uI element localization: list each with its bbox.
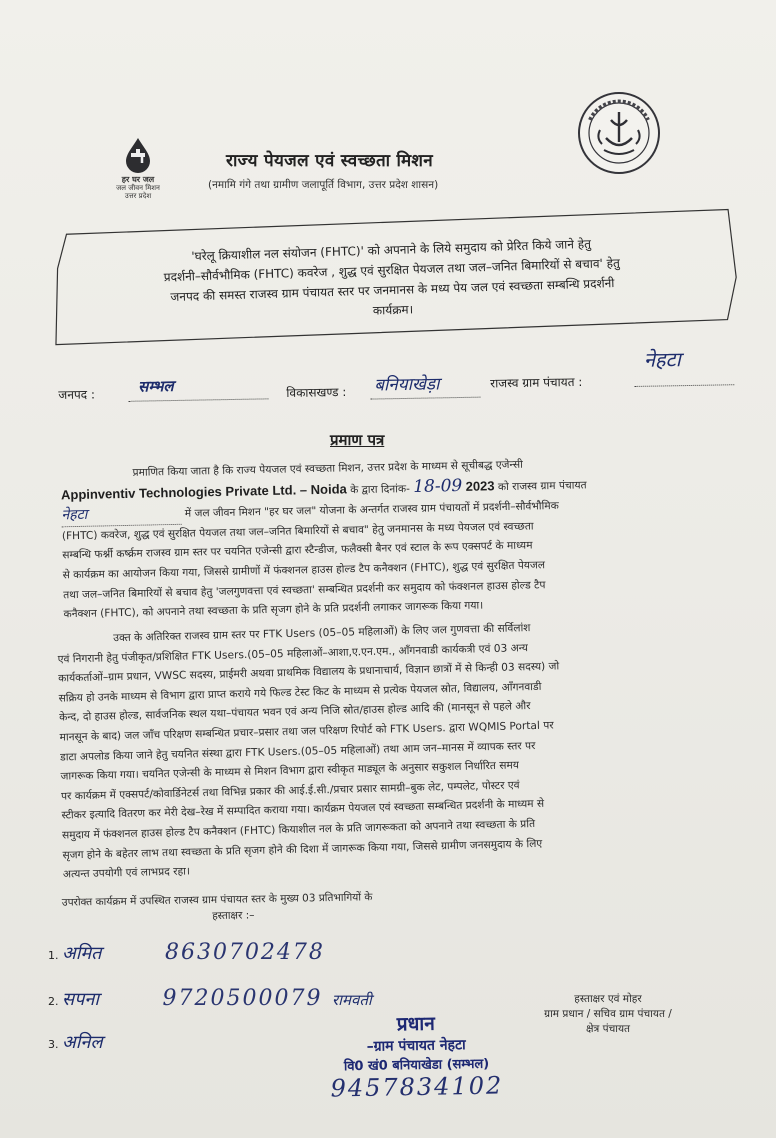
pradhan-signature-block xyxy=(508,992,708,1037)
p1-line6: से कार्यक्रम का आयोजन किया गया, जिससे ग्रामीणों में फंक्शनल हाउस होल्ड टैप कनैक्शन (FHTC), शुद्ध एवं सुरक्षित पेयजल xyxy=(62,559,546,582)
program-date: 18-09 xyxy=(413,475,463,497)
p2-line9: पर कार्यक्रम में एक्सपर्ट/कोवार्डिनेटर्स तथा विभिन्न प्रकार की आई.ई.सी./प्रचार प्रसार सामग्री–बुक लेट, पम्पलेट, पोस्टर एवं xyxy=(60,779,520,803)
panchayat-line xyxy=(634,372,734,387)
block-label: विकासखण्ड : xyxy=(286,384,347,401)
logo-line1: हर घर जल xyxy=(121,175,155,184)
p2-line2: एवं निगरानी हेतु पंजीकृत/प्रशिक्षित FTK Users.(05–05 महिलाओं–आशा,ए.एन.एम., आँगनवाडी कार्यकत्री एवं 03 अन्य xyxy=(57,641,529,666)
p2-line8: जागरूक किया गया। चयनित एजेन्सी के माध्यम से मिशन विभाग द्वारा स्वीकृत माड्यूल के अनुसार सकुशल निर्धारित समय xyxy=(60,759,520,783)
logo-line3: उत्तर प्रदेश xyxy=(124,192,152,200)
intro-line1: उपरोक्त कार्यक्रम में उपस्थित राजस्व ग्राम पंचायत स्तर के मुख्य 03 प्रतिभागियों के xyxy=(61,891,373,909)
p1-line5: सम्बन्धि फर्श्नी कर्ष्क्रम राजस्व ग्राम स्तर पर चयनित एजेन्सी द्वारा स्टैन्डीज, फलैक्सी बैनर एवं स्टाल के रूप एक्सपर्ट के माध्यम xyxy=(62,539,533,562)
district-value: सम्भल xyxy=(138,377,174,396)
p2-line1: उक्त के अतिरिक्त राजस्व ग्राम स्तर पर FTK Users (05–05 महिलाओं) के लिए जल गुणवत्ता की सर्विलांश xyxy=(113,622,531,645)
page-subtitle: (नमामि गंगे तथा ग्रामीण जलापूर्ति विभाग, उत्तर प्रदेश शासन) xyxy=(208,179,439,191)
p2-line4: सक्रिय हो उनके माध्यम से विभाग द्वारा प्राप्त कराये गये फिल्ड टेस्ट किट के माध्यम से प्रत्येक पेयजल स्रोत, विद्यालय, आँगनवाडी xyxy=(58,680,542,705)
p1-line8: कनैक्शन (FHTC), को अपनाने तथा स्वच्छता के प्रति सृजग होने के प्रति प्रदर्शनी लगाकर जागरूक किया गया। xyxy=(63,599,484,621)
panchayat-name-hw: नेहटा xyxy=(61,504,181,527)
p1-line1: प्रमाणित किया जाता है कि राज्य पेयजल एवं स्वच्छता मिशन, उत्तर प्रदेश के माध्यम से सूचीबद्ध एजेन्सी xyxy=(132,458,523,479)
p2-line6: मानसून के बाद) जल जाँच परिक्षण सम्बन्धित प्रचार–प्रसार तथा जल परिक्षण रिपोर्ट को FTK Users. द्वारा WQMIS Portal पर xyxy=(59,719,554,744)
p2-line12: सृजग होने के बहेतर लाभ तथा स्वच्छता के प्रति सृजग होने की दिशा में जागरूक किया गया, जिससे ग्रामीण जनसमुदाय के लिए xyxy=(62,837,543,862)
certificate-heading: प्रमाण पत्र xyxy=(330,431,385,449)
participant-phone: 9720500079 xyxy=(162,986,323,1011)
stamp-phone: 9457834102 xyxy=(330,1071,504,1103)
p2-line7: डाटा अपलोड किया जाने हेतु चयनित संस्था द्वारा FTK Users.(05–05 महिलाओं) तथा आम जन–मानस में व्यापक स्तर पर xyxy=(59,739,536,764)
p1-line3: नेहटा में जल जीवन मिशन "हर घर जल" योजना के अन्तर्गत राजस्व ग्राम पंचायतों में प्रदर्शनी–सौर्वभौमिक xyxy=(61,492,761,527)
program-year: 2023 xyxy=(465,477,495,494)
logo-line2: जल जीवन मिशन xyxy=(116,184,160,192)
signatures-intro xyxy=(62,889,373,926)
p2-line3: कार्यकर्ताओं–ग्राम प्रधान, VWSC सदस्य, प्राईमरी अथवा प्राथमिक विद्यालय के प्रधानाचार्य, विज्ञान छात्रों में से किन्ही 03 सदस्य) जो xyxy=(58,660,560,685)
certificate-paragraph-1 xyxy=(60,451,763,625)
participant-phone: 8630702478 xyxy=(164,940,325,965)
intro-line2: हस्ताक्षर :– xyxy=(212,909,255,923)
p2-line5: केन्द, दो हाउस होल्ड, सार्वजनिक स्थल यथा–पंचायत भवन एवं अन्य निजि स्रोत/हाउस होल्ड आदि की (मानसून से पहले और xyxy=(58,700,531,724)
panchayat-label: राजस्व ग्राम पंचायत : xyxy=(490,374,583,391)
signature-row: 1. अमित 8630702478 xyxy=(48,940,325,965)
p1-line2-mid: के द्वारा दिनांक- xyxy=(350,482,411,496)
stamp-line2: –ग्राम पंचायत नेहटा xyxy=(366,1037,466,1055)
p1-line4: (FHTC) कवरेज, शुद्ध एवं सुरक्षित पेयजल तथा जल–जनित बिमारियों से बचाव" हेतु जनमानस के मध्य पेयजल एवं स्वच्छता xyxy=(61,520,534,543)
district-label: जनपद : xyxy=(58,387,96,403)
participant-name: सपना xyxy=(62,989,100,1010)
participant-name: अनिल xyxy=(62,1032,103,1053)
witness-signature: रामवती xyxy=(332,991,372,1009)
stamp-line1: प्रधान xyxy=(396,1012,435,1036)
panchayat-value: नेहटा xyxy=(643,347,682,372)
p1-line2-end: को राजस्व ग्राम पंचायत xyxy=(497,478,587,493)
stamp-line3: वि0 खं0 बनियाखेडा (सम्भल) xyxy=(343,1056,490,1075)
right-line3: क्षेत्र पंचायत xyxy=(585,1023,631,1035)
p2-line13: अत्यन्त उपयोगी एवं लाभप्रद रहा। xyxy=(62,865,191,881)
p2-line10: स्टीकर इत्यादि वितरण कर मेरी देख–रेख में सम्पादित कराया गया। कार्यक्रम पेयजल एवं स्वच्छता सम्बन्धित प्रदर्शनी के माध्यम से xyxy=(61,798,545,822)
right-line1: हस्ताक्षर एवं मोहर xyxy=(574,993,642,1005)
right-line2: ग्राम प्रधान / सचिव ग्राम पंचायत / xyxy=(544,1008,672,1020)
banner-line4: कार्यक्रम। xyxy=(372,302,414,318)
program-banner xyxy=(48,207,739,347)
certificate-paragraph-2 xyxy=(57,613,765,885)
banner-line2: प्रदर्शनी–सौर्वभौमिक (FHTC) कवरेज , शुद्ध एवं सुरक्षित पेयजल तथा जल–जनित बिमारियों से बचाव' हेतु xyxy=(163,255,621,285)
har-ghar-jal-logo xyxy=(108,136,168,200)
location-fields xyxy=(58,347,748,403)
banner-line3: जनपद की समस्त राजस्व ग्राम पंचायत स्तर पर जनमानस के मध्य पेय जल एवं स्वच्छता सम्बन्धि प्रदर्शनी xyxy=(170,276,615,305)
signature-row: 2. सपना 9720500079 रामवती xyxy=(48,986,372,1011)
pradhan-stamp xyxy=(329,1008,503,1102)
signature-row: 3. अनिल xyxy=(48,1032,103,1053)
block-value: बनियाखेड़ा xyxy=(374,374,440,396)
water-tap-icon xyxy=(120,136,156,174)
up-government-seal xyxy=(576,90,662,176)
agency-name: Appinventiv Technologies Private Ltd. – Noida xyxy=(60,480,347,502)
page-title: राज्य पेयजल एवं स्वच्छता मिशन xyxy=(226,151,434,171)
participant-name: अमित xyxy=(62,943,102,964)
p2-line11: समुदाय में फंक्शनल हाउस होल्ड टैप कनैक्शन (FHTC) कियाशील नल के प्रति जागरूकता को अपनाने तथा स्वच्छता के प्रति xyxy=(61,817,536,842)
banner-line1: 'घरेलू क्रियाशील नल संयोजन (FHTC)' को अपनाने के लिये समुदाय को प्रेरित किये जाने हेतु xyxy=(191,236,592,264)
p1-line7: तथा जल–जनित बिमारियों से बचाव हेतु 'जलगुणवत्ता एवं स्वच्छता' सम्बन्धित प्रदर्शनी कर समुदाय को फंक्शनल हाउस होल्ड टैप xyxy=(62,578,546,601)
